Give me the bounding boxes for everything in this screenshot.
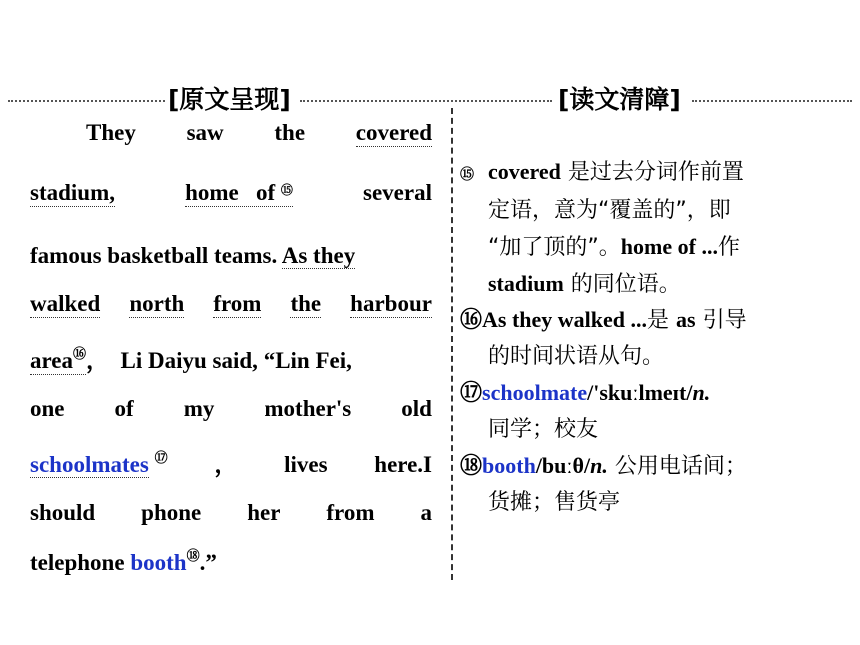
header-rule-right	[692, 100, 852, 102]
note-marker-18: ⑱	[186, 549, 200, 564]
text-line-6: one of my mother's old	[30, 396, 432, 421]
text-line-8: should phone her from a	[30, 500, 432, 525]
note-18: ⑱booth/buːθ/n. 公用电话间； 货摊；售货亭	[460, 453, 747, 515]
column-divider	[451, 108, 453, 580]
text-line-4: walked north from the harbour	[30, 291, 432, 316]
note-15: ⑮ covered 是过去分词作前置 定语，意为“覆盖的”，即 “加了顶的”。home of ...作 stadium 的同位语。	[460, 159, 744, 297]
header-rule-left-b	[300, 100, 552, 102]
note-marker-15: ⑮	[280, 183, 293, 197]
text-line-9: telephone booth ⑱ .”	[30, 550, 432, 576]
text-line-3: famous basketball teams. As they	[30, 243, 356, 268]
original-text-heading: [原文呈现]	[166, 82, 293, 118]
text-line-5: area⑯ ， Li Daiyu said, “Lin Fei,	[30, 347, 352, 373]
note-marker-16: ⑯	[73, 347, 87, 362]
note-marker-17: ⑰	[154, 451, 168, 466]
text-line-7: schoolmates ⑰ ， lives here.I	[30, 451, 432, 477]
header-rule-left-a	[8, 100, 168, 102]
text-line-2: stadium, home of ⑮ several	[30, 180, 432, 205]
note-16: ⑯As they walked ...是 as 引导 的时间状语从句。	[460, 307, 747, 369]
reading-notes-heading: [读文清障]	[556, 82, 683, 118]
note-17: ⑰schoolmate/'skuːlmeɪt/n. 同学；校友	[460, 380, 711, 442]
text-line-1: They saw the covered	[86, 120, 432, 145]
